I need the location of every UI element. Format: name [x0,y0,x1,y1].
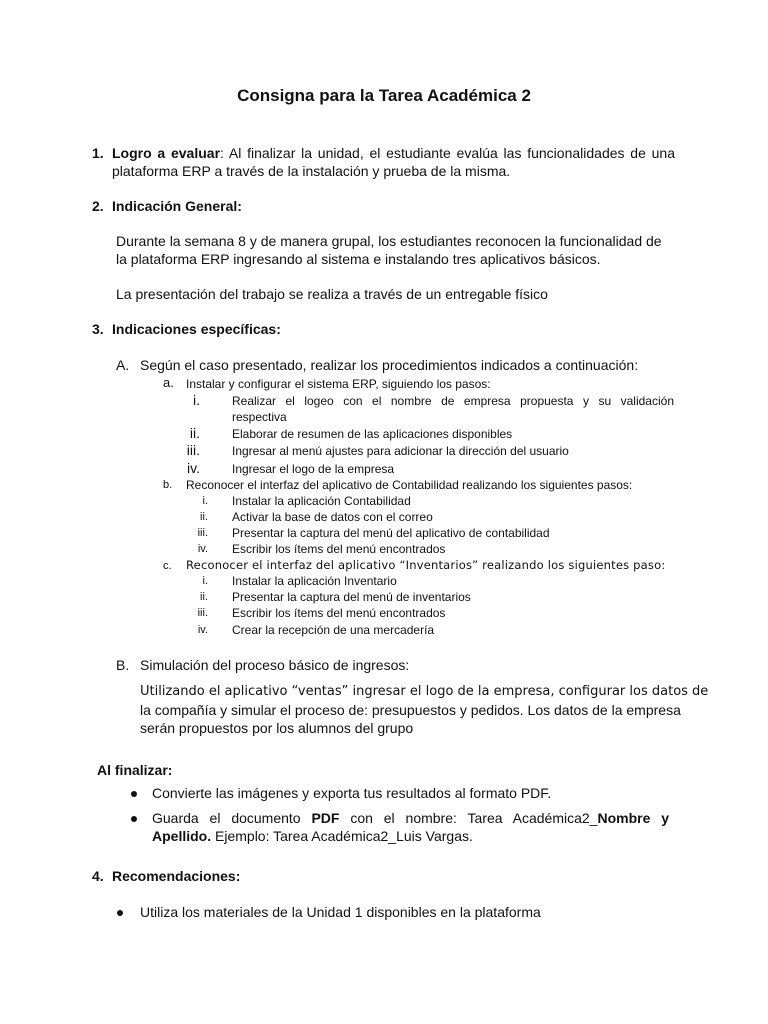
subitem-c-i-marker: i. [202,575,208,587]
subitem-c-iv-marker: iv. [197,624,208,636]
subitem-a-ii-text: Elaborar de resumen de las aplicaciones disponibles [232,427,513,441]
item-B-paragraph-line-2: la compañía y simular el proceso de: presupuestos y pedidos. Los datos de la empresa [140,702,681,718]
section-4-label: Recomendaciones: [112,868,241,884]
subitem-b-iv-text: Escribir los ítems del menú encontrados [232,542,446,556]
subitem-c-iv-text: Crear la recepción de una mercadería [232,623,435,637]
page-title: Consigna para la Tarea Académica 2 [237,86,531,105]
item-B-paragraph-line-3: serán propuestos por los alumnos del grupo [140,720,414,736]
bullet-icon [117,910,123,916]
final-bullet-2-line-1: Guarda el documento PDF con el nombre: Tarea Académica2_Nombre y [152,810,670,826]
item-B-text: Simulación del proceso básico de ingresos: [140,657,410,673]
item-B-marker: B. [116,657,130,673]
section-4-number: 4. [92,868,104,884]
subitem-a-marker: a. [163,375,174,390]
final-bullet-1-text: Convierte las imágenes y exporta tus resultados al formato PDF. [152,785,552,801]
subitem-c-ii-marker: ii. [200,591,208,603]
subitem-b-i-marker: i. [202,495,208,507]
section-2-label: Indicación General: [112,198,242,214]
subitem-b-iii-text: Presentar la captura del menú del aplicativo de contabilidad [232,526,550,540]
subitem-a-iii-text: Ingresar al menú ajustes para adicionar la dirección del usuario [232,444,569,458]
subitem-a-iv-text: Ingresar el logo de la empresa [232,462,395,476]
subitem-a-ii-marker: ii. [189,425,200,441]
section-1-line-1 [112,145,675,161]
final-bullet-2-line-2: Apellido. Ejemplo: Tarea Académica2_Luis Vargas. [152,828,473,844]
subitem-a-iii-marker: iii. [186,442,200,458]
section-1-label: Logro a evaluar [112,145,221,161]
section-1-line-2: plataforma ERP a través de la instalación y prueba de la misma. [112,163,511,179]
subitem-a-i-line-2: respectiva [232,410,287,424]
final-label: Al finalizar: [97,762,173,778]
subitem-b-iv-marker: iv. [197,543,208,555]
section-4-bullet-1-text: Utiliza los materiales de la Unidad 1 disponibles en la plataforma [140,904,541,920]
section-3-number: 3. [92,321,104,337]
section-2-paragraph-1-line-1: Durante la semana 8 y de manera grupal, los estudiantes reconocen la funcionalidad de [116,233,662,249]
subitem-c-ii-text: Presentar la captura del menú de inventarios [232,590,471,604]
section-1-text: : Al finalizar la unidad, el estudiante evalúa las funcionalidades de una [220,145,675,161]
item-B-paragraph-line-1: Utilizando el aplicativo “ventas” ingresar el logo de la empresa, configurar los datos de [140,684,709,699]
bullet-icon [131,816,137,822]
subitem-b-i-text: Instalar la aplicación Contabilidad [232,494,411,508]
subitem-c-iii-marker: iii. [197,607,208,619]
section-2-paragraph-1-line-2: la plataforma ERP ingresando al sistema e instalando tres aplicativos básicos. [116,251,601,267]
item-A-marker: A. [116,357,130,373]
subitem-c-marker: c. [163,560,172,572]
subitem-a-i-marker: i. [193,392,200,408]
bullet-icon [131,791,137,797]
subitem-b-ii-marker: ii. [200,511,208,523]
subitem-a-text: Instalar y configurar el sistema ERP, siguiendo los pasos: [186,377,491,391]
section-1-number: 1. [92,145,104,161]
section-3-label: Indicaciones específicas: [112,321,281,337]
subitem-a-i-line-1: Realizar el logeo con el nombre de empresa propuesta y su validación [232,394,674,408]
item-A-text: Según el caso presentado, realizar los procedimientos indicados a continuación: [140,357,639,373]
subitem-a-iv-marker: iv. [187,460,200,476]
subitem-b-marker: b. [163,479,173,491]
subitem-c-iii-text: Escribir los ítems del menú encontrados [232,606,446,620]
subitem-b-iii-marker: iii. [197,527,208,539]
section-2-paragraph-2: La presentación del trabajo se realiza a través de un entregable físico [116,286,548,302]
section-2-number: 2. [92,198,104,214]
subitem-b-text: Reconocer el interfaz del aplicativo de Contabilidad realizando los siguientes pasos: [186,478,633,492]
subitem-c-text: Reconocer el interfaz del aplicativo “Inventarios” realizando los siguientes paso: [186,558,666,572]
subitem-b-ii-text: Activar la base de datos con el correo [232,510,433,524]
subitem-c-i-text: Instalar la aplicación Inventario [232,574,397,588]
